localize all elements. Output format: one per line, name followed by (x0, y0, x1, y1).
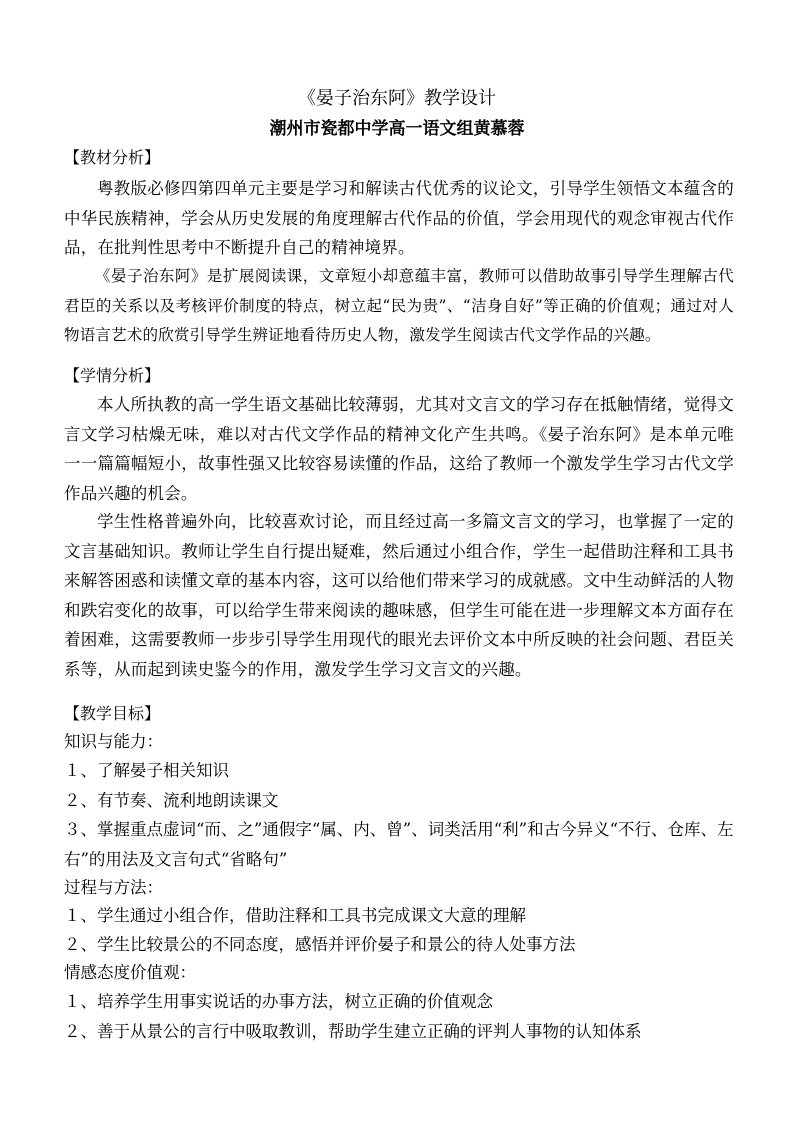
document-author: 潮州市瓷都中学高一语文组黄慕蓉 (269, 119, 525, 139)
section-heading-material: 【教材分析】 (64, 148, 161, 167)
paragraph-students-2: 学生性格普遍外向，比较喜欢讨论，而且经过高一多篇文言文的学习，也掌握了一定的文言基础知识。教师让学生自行提出疑难，然后通过小组合作，学生一起借助注释和工具书来解答困惑和读懂文章的基本内容，这可以给他们带来学习的成就感。文中生动鲜活的人物和跌宕变化的故事，可以给学生带来阅读的趣味感，但学生可能在进一步理解文本方面存在着困难，这需要教师一步步引导学生用现代的眼光去评价文本中所反映的社会问题、君臣关系等，从而起到读史鉴今的作用，激发学生学习文言文的兴趣。 (64, 512, 734, 679)
section-heading-goals: 【教学目标】 (64, 704, 161, 723)
list-item-knowledge-2: ２、有节奏、流利地朗读课文 (64, 791, 279, 810)
list-item-knowledge-1: １、了解晏子相关知识 (64, 761, 229, 780)
subheading-process: 过程与方法： (64, 878, 163, 897)
list-item-knowledge-3: ３、掌握重点虚词“而、之”通假字“属、内、曾”、词类活用“利”和古今异义“不行、仓库、左右”的用法及文言句式“省略句” (64, 820, 734, 869)
paragraph-material-1: 粤教版必修四第四单元主要是学习和解读古代优秀的议论文，引导学生领悟文本蕴含的中华民族精神，学会从历史发展的角度理解古代作品的价值，学会用现代的观念审视古代作品，在批判性思考中不断提升自己的精神境界。 (64, 179, 734, 257)
list-item-process-1: １、学生通过小组合作，借助注释和工具书完成课文大意的理解 (64, 906, 526, 925)
document-title: 《晏子治东阿》教学设计 (298, 88, 496, 109)
subheading-emotion: 情感态度价值观： (64, 963, 196, 982)
paragraph-material-2: 《晏子治东阿》是扩展阅读课，文章短小却意蕴丰富，教师可以借助故事引导学生理解古代君臣的关系以及考核评价制度的特点，树立起“民为贵”、“洁身自好”等正确的价值观；通过对人物语言艺术的欣赏引导学生辨证地看待历史人物，激发学生阅读古代文学作品的兴趣。 (64, 267, 734, 344)
list-item-emotion-2: ２、善于从景公的言行中吸取教训，帮助学生建立正确的评判人事物的认知体系 (64, 1022, 642, 1041)
list-item-process-2: ２、学生比较景公的不同态度，感悟并评价晏子和景公的待人处事方法 (64, 935, 576, 954)
paragraph-students-1: 本人所执教的高一学生语文基础比较薄弱，尤其对文言文的学习存在抵触情绪，觉得文言文学习枯燥无味，难以对古代文学作品的精神文化产生共鸣。《晏子治东阿》是本单元唯一一篇篇幅短小，故事性强又比较容易读懂的作品，这给了教师一个激发学生学习古代文学作品兴趣的机会。 (64, 395, 734, 503)
section-heading-students: 【学情分析】 (64, 366, 161, 385)
subheading-knowledge: 知识与能力： (64, 732, 163, 751)
list-item-emotion-1: １、培养学生用事实说话的办事方法，树立正确的价值观念 (64, 992, 493, 1011)
